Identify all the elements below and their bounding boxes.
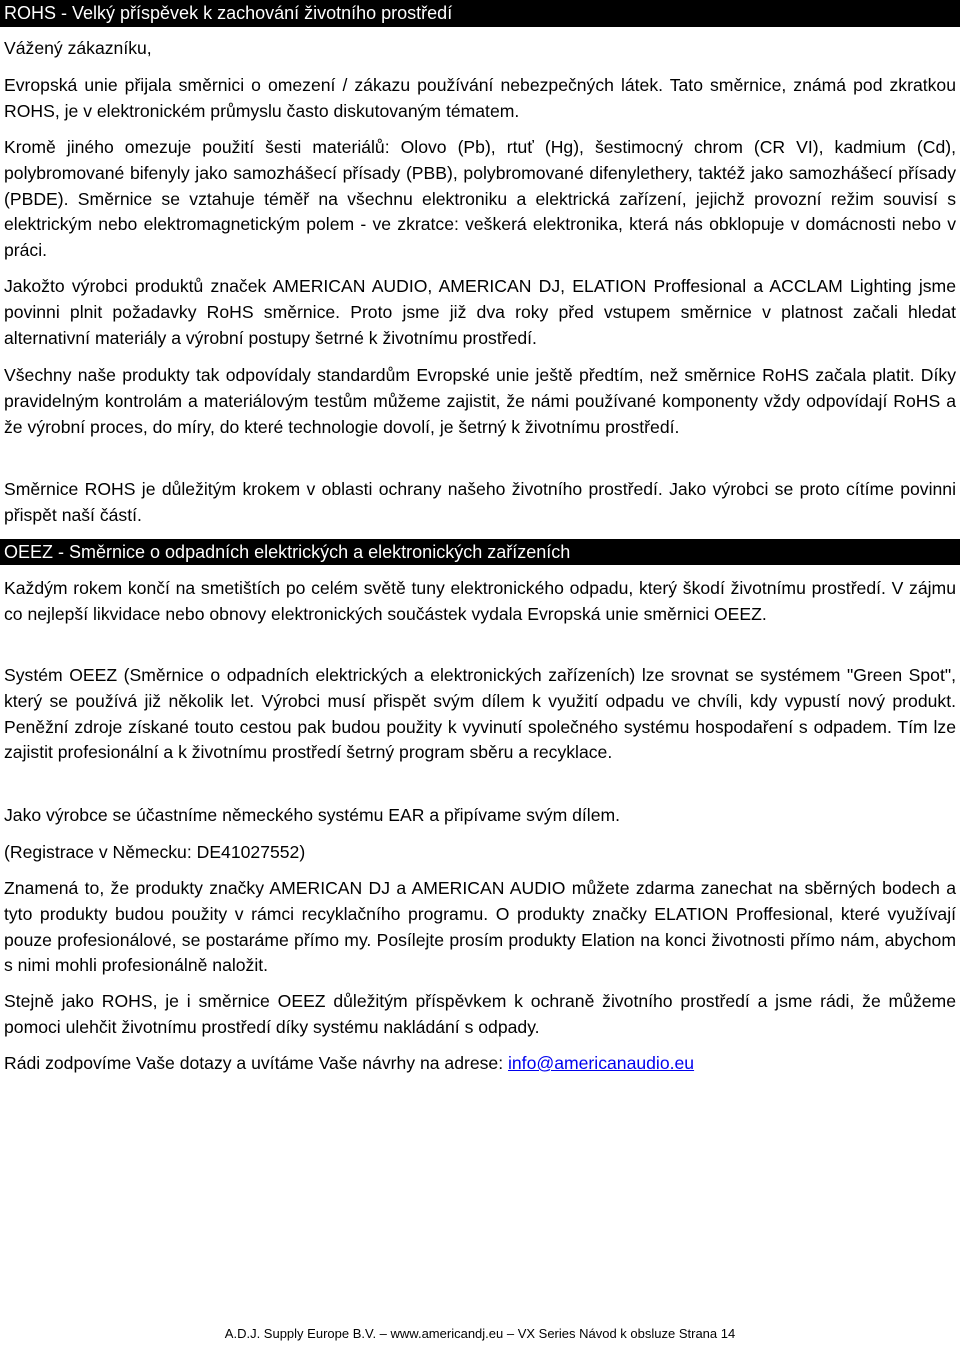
oeez-paragraph-5 bbox=[4, 876, 956, 979]
greeting-text: Vážený zákazníku, bbox=[4, 38, 152, 58]
email-link[interactable]: info@americanaudio.eu bbox=[507, 1053, 695, 1073]
rohs-section-heading bbox=[0, 0, 960, 27]
contact-prefix: Rádi zodpovíme Vaše dotazy a uvítáme Vaše návrhy na adrese: bbox=[4, 1053, 508, 1073]
oeez-paragraph-6-text: Stejně jako ROHS, je i směrnice OEEZ důležitým příspěvkem k ochraně životního prostředí a jsme rádi, že můžeme pomoci ulehčit životnímu prostředí díky systému nakládání s odpady. bbox=[4, 991, 956, 1037]
rohs-paragraph-2 bbox=[4, 135, 956, 264]
rohs-paragraph-3 bbox=[4, 274, 956, 351]
rohs-paragraph-5 bbox=[4, 477, 956, 529]
oeez-paragraph-3 bbox=[4, 803, 956, 829]
oeez-section-heading bbox=[0, 539, 960, 565]
oeez-paragraph-2 bbox=[4, 663, 956, 766]
rohs-paragraph-3-text: Jakožto výrobci produktů značek AMERICAN AUDIO, AMERICAN DJ, ELATION Proffesional a ACCLAM Lighting jsme povinni plnit požadavky RoHS směrnice. Proto jsme již dva roky před vstupem směrnice v platnost začali hledat alternativní materiály a výrobní postupy šetrné k životnímu prostředí. bbox=[4, 276, 956, 348]
greeting bbox=[4, 36, 956, 62]
oeez-paragraph-5-text: Znamená to, že produkty značky AMERICAN DJ a AMERICAN AUDIO můžete zdarma zanechat na sběrných bodech a tyto produkty budou použity v rámci recyklačního programu. O produkty značky ELATION Proffesional, které využívají pouze profesionálové, se postaráme přímo my. Posílejte prosím produkty Elation na konci životnosti přímo nám, abychom s nimi mohli profesionálně naložit. bbox=[4, 878, 956, 976]
rohs-paragraph-4-text: Všechny naše produkty tak odpovídaly standardům Evropské unie ještě předtím, než směrnice RoHS začala platit. Díky pravidelným kontrolám a materiálovým testům můžeme zajistit, že námi používané komponenty vždy odpovídají RoHS a že výrobní proces, do míry, do které technologie dovolí, je šetrný k životnímu prostředí. bbox=[4, 365, 956, 437]
registration-note bbox=[4, 840, 956, 866]
contact-paragraph-text bbox=[4, 1051, 956, 1077]
registration-note-text: (Registrace v Německu: DE41027552) bbox=[4, 842, 306, 862]
oeez-paragraph-3-text: Jako výrobce se účastníme německého systému EAR a připívame svým dílem. bbox=[4, 805, 621, 825]
oeez-paragraph-1-text: Každým rokem končí na smetištích po celém světě tuny elektronického odpadu, který škodí životnímu prostředí. V zájmu co nejlepší likvidace nebo obnovy elektronických součástek vydala Evropská unie směrnici OEEZ. bbox=[4, 578, 956, 624]
footer-text: A.D.J. Supply Europe B.V. – www.americandj.eu – VX Series Návod k obsluze Strana 14 bbox=[224, 1326, 736, 1341]
rohs-paragraph-5-text: Směrnice ROHS je důležitým krokem v oblasti ochrany našeho životního prostředí. Jako výrobci se proto cítíme povinni přispět naší částí. bbox=[4, 479, 956, 525]
rohs-paragraph-4 bbox=[4, 363, 956, 440]
rohs-paragraph-1-text: Evropská unie přijala směrnici o omezení / zákazu používání nebezpečných látek. Tato směrnice, známá pod zkratkou ROHS, je v elektronickém průmyslu často diskutovaným tématem. bbox=[4, 75, 956, 121]
page-footer bbox=[0, 1326, 960, 1342]
oeez-paragraph-2-text: Systém OEEZ (Směrnice o odpadních elektrických a elektronických zařízeních) lze srovnat se systémem "Green Spot", který se používá již několik let. Výrobci musí přispět svým dílem k využití odpadu ve chvíli, kdy vypustí nový produkt. Peněžní zdroje získané touto cestou pak budou použity k vyvinutí společného systému hospodaření s odpadem. Tím lze zajistit profesionální a k životnímu prostředí šetrný program sběru a recyklace. bbox=[4, 665, 956, 763]
rohs-paragraph-2-text: Kromě jiného omezuje použití šesti materiálů: Olovo (Pb), rtuť (Hg), šestimocný chrom (CR VI), kadmium (Cd), polybromované bifenyly jako samozhášecí přísady (PBB), polybromované difenylethery, taktéž jako samozhášecí přísady (PBDE). Směrnice se vztahuje téměř na všechnu elektroniku a elektrická zařízení, jejichž provozní režim souvisí s elektrickým nebo elektromagnetickým polem - ve zkratce: veškerá elektronika, která nás obklopuje v domácnosti nebo v práci. bbox=[4, 137, 956, 261]
rohs-heading-text: ROHS - Velký příspěvek k zachování životního prostředí bbox=[4, 3, 453, 23]
oeez-paragraph-6 bbox=[4, 989, 956, 1041]
oeez-paragraph-1 bbox=[4, 576, 956, 628]
oeez-heading-text: OEEZ - Směrnice o odpadních elektrických a elektronických zařízeních bbox=[4, 542, 571, 562]
contact-paragraph bbox=[4, 1051, 956, 1077]
rohs-paragraph-1 bbox=[4, 73, 956, 125]
